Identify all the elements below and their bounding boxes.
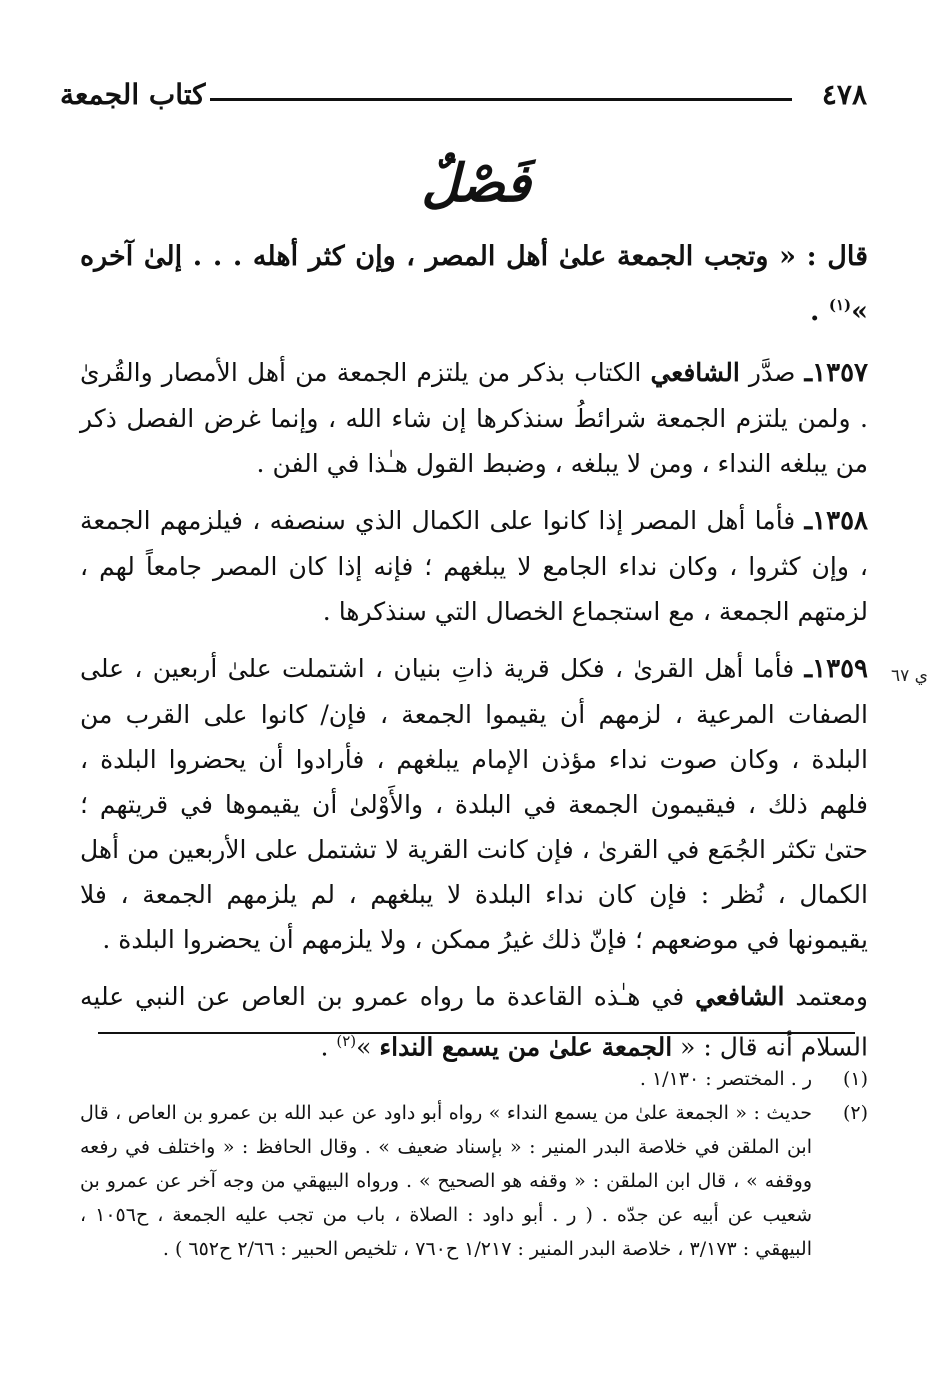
paragraph-number: ١٣٥٧ـ	[804, 358, 869, 388]
closing-end: .	[320, 1032, 337, 1062]
para-segment: فأما أهل المصر إذا كانوا على الكمال الذي سنصفه ، فيلزمهم الجمعة ، وإن كثروا ، وكان نداء الجامع لا يبلغهم ؛ فإنه إذا كان المصر جامعاً لهم ، لزمتهم الجمعة ، مع استجماع الخصال التي سنذكرها .	[80, 506, 868, 626]
footnote-marker: (٢)	[842, 1102, 868, 1124]
paragraph-number: ١٣٥٨ـ	[804, 506, 868, 536]
footnote-marker: (١)	[842, 1068, 868, 1090]
footnote-ref-1[interactable]: (١)	[828, 296, 852, 314]
footnote-text: ر . المختصر : ١/١٣٠ .	[639, 1068, 812, 1090]
footnote-text: حديث : « الجمعة علىٰ من يسمع النداء » رواه أبو داود عن عبد الله بن عمرو بن العاص ، قال ابن الملقن في خلاصة البدر المنير : « بإسناد ضعيف » . وقال الحافظ : « واختلف في رفعه ووقفه » ، قال ابن الملقن : « وقفه هو الصحيح » . ورواه البيهقي من وجه آخر عن عمرو بن شعيب عن أبيه عن جدّه . ( ر . أبو داود : الصلاة ، باب من تجب عليه الجمعة ، ح١٠٥٦ ، البيهقي : ٣/١٧٣ ، خلاصة البدر المنير : ١/٢١٧ ح٧٦٠ ، تلخيص الحبير : ٢/٦٦ ح٦٥٢ ) .	[80, 1102, 813, 1260]
manuscript-margin-note: ي ٦٧	[891, 666, 928, 686]
intro-end: .	[810, 296, 829, 327]
header-rule	[210, 98, 792, 101]
footnote-2	[80, 1096, 868, 1266]
para-segment: صدَّر	[739, 358, 805, 387]
main-text	[80, 233, 868, 1081]
footnote-separator	[98, 1032, 855, 1034]
intro-quote: وتجب الجمعة علىٰ أهل المصر ، وإن كثر أهله . . . إلىٰ آخره	[80, 241, 769, 272]
intro-line	[80, 233, 868, 336]
footnotes	[80, 1062, 868, 1266]
para-segment: الكتاب بذكر من يلتزم الجمعة من أهل الأمصار والقُرىٰ . ولمن يلتزم الجمعة شرائطُ سنذكرها إن شاء الله ، وإنما غرض الفصل ذكر من يبلغه النداء ، ومن لا يبلغه ، وضبط القول هـٰذا في الفن .	[80, 358, 868, 478]
chapter-title: كتاب الجمعة	[60, 78, 206, 111]
para-segment: فأما أهل القرىٰ ، فكل قرية ذاتِ بنيان ، اشتملت علىٰ أربعين ، على الصفات المرعية ، لزمهم أن يقيموا الجمعة ، فإن/ كانوا على القرب من البلدة ، وكان صوت نداء مؤذن الإمام يبلغهم ، فأرادوا أن يحضروا البلدة ، فلهم ذلك ، فيقيمون الجمعة في البلدة ، والأَوْلىٰ أن يقيموها في قريتهم ؛ حتىٰ تكثر الجُمَع في القرىٰ ، فإن كانت القرية لا تشتمل على الأربعين من أهل الكمال ، نُظر : فإن كان نداء البلدة لا يبلغهم ، لم يلزمهم الجمعة ، فلا يقيمونها في موضعهم ؛ فإنّ ذلك غيرُ ممكن ، ولا يلزمهم أن يحضروا البلدة .	[80, 654, 868, 954]
closing-paragraph	[80, 974, 868, 1069]
closing-bold-a: الشافعي	[695, 982, 785, 1011]
paragraph-number: ١٣٥٩ـ	[804, 654, 868, 684]
para-segment-bold: الشافعي	[650, 358, 740, 387]
running-header	[60, 72, 867, 112]
intro-suffix: »	[851, 296, 868, 327]
closing-bold-b: الجمعة علىٰ من يسمع النداء	[379, 1032, 673, 1062]
paragraph-1359	[80, 646, 868, 962]
intro-prefix: قال : «	[768, 241, 869, 272]
closing-b: في هـٰذه القاعدة ما رواه عمرو بن العاص عن النبي عليه السلام أنه قال : «	[80, 982, 868, 1062]
paragraph-1358	[80, 498, 868, 634]
closing-c: »	[356, 1032, 380, 1062]
footnote-1	[80, 1062, 868, 1096]
page-number: ٤٧٨	[821, 78, 867, 111]
footnote-ref-2[interactable]: (٢)	[336, 1032, 357, 1050]
closing-a: ومعتمد	[784, 982, 868, 1011]
section-ornament: فَصْلٌ	[421, 153, 531, 214]
paragraph-1357	[80, 350, 868, 486]
